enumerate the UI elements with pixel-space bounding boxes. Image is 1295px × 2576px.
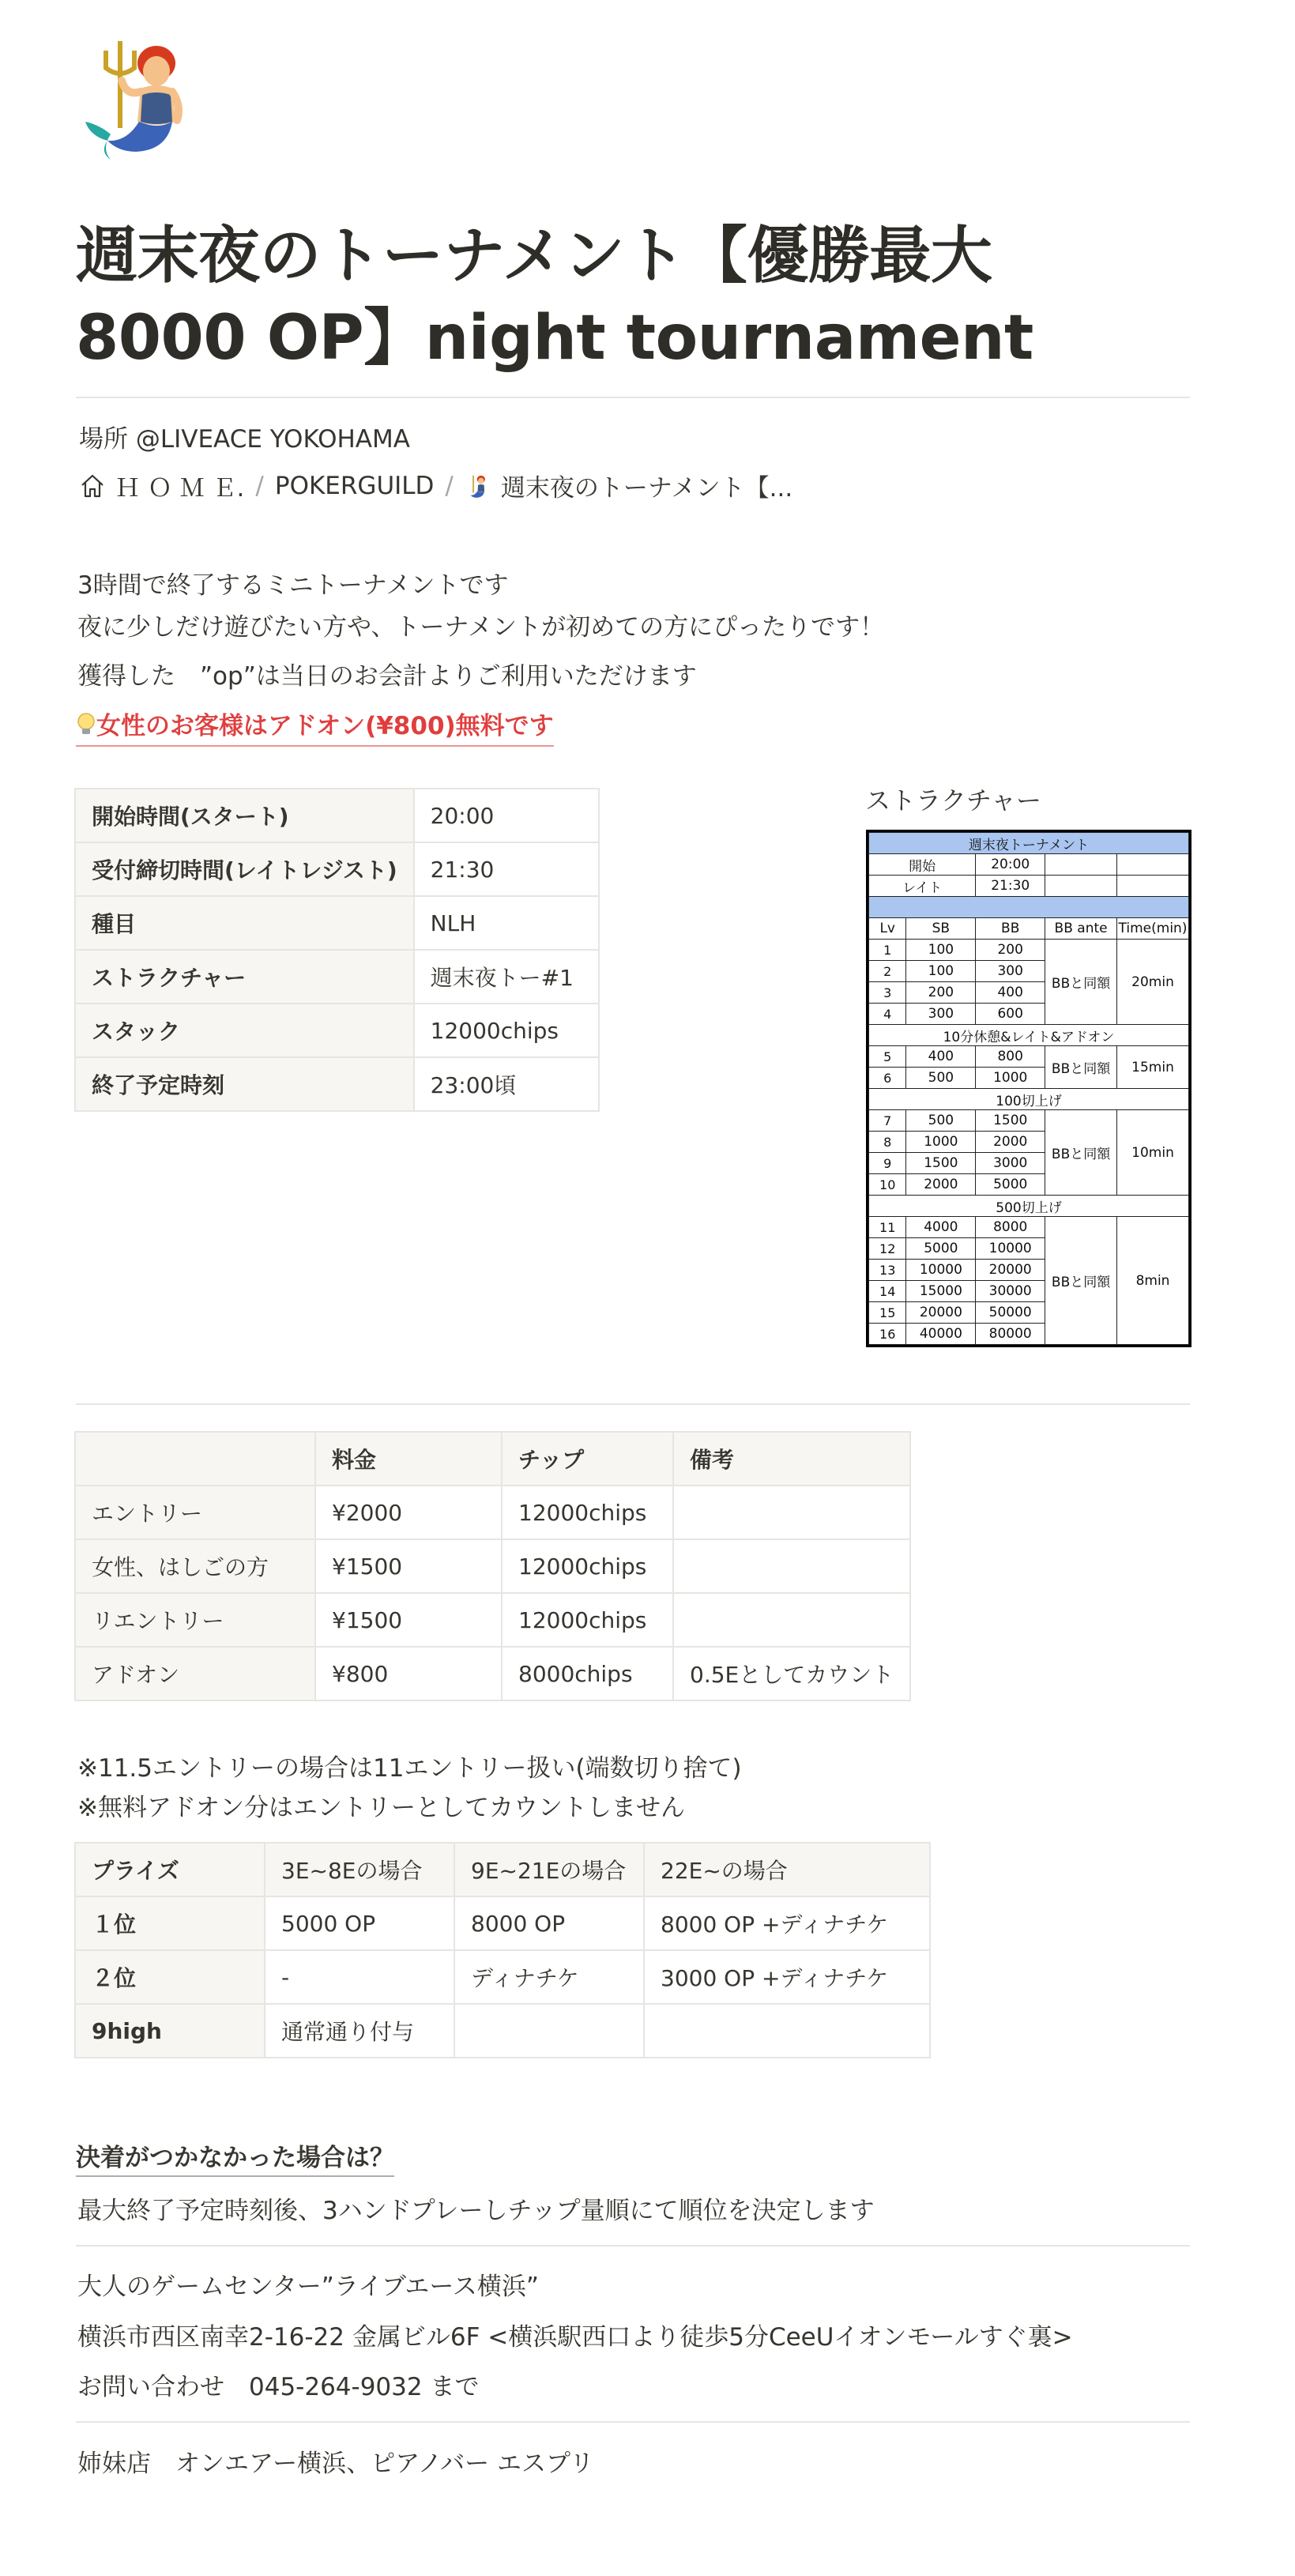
info-label: スタック [75, 1004, 414, 1057]
structure-level-cell: 400 [906, 1046, 976, 1068]
structure-spacer [869, 897, 1189, 918]
info-label: 受付締切時間(レイトレジスト) [75, 842, 414, 896]
fee-cell: 女性、はしごの方 [75, 1539, 315, 1593]
fee-row [75, 1647, 910, 1700]
breadcrumb-label: 週末夜のトーナメント【... [500, 474, 793, 503]
structure-level-cell: 8 [869, 1132, 906, 1153]
structure-blank [1117, 854, 1189, 876]
structure-late-row [869, 876, 1189, 897]
structure-late-label: レイト [869, 876, 976, 897]
info-value: 20:00 [414, 789, 599, 842]
structure-level-cell: 4000 [906, 1217, 976, 1238]
fee-header-row [75, 1432, 910, 1486]
info-value: 週末夜トー#1 [414, 950, 599, 1004]
structure-start-time: 20:00 [976, 854, 1045, 876]
fee-header-cell [75, 1432, 315, 1486]
structure-level-cell: 40000 [906, 1324, 976, 1345]
prize-cell: 5000 OP [265, 1896, 454, 1950]
venue-name: 大人のゲームセンター”ライブエース横浜” [77, 2273, 539, 2301]
fee-row [75, 1486, 910, 1539]
info-label: 終了予定時刻 [75, 1057, 414, 1111]
structure-break-note: 10分休憩&レイト&アドオン [869, 1025, 1189, 1046]
fee-cell: 0.5Eとしてカウント [673, 1647, 910, 1700]
structure-header-cell: Time(min) [1117, 918, 1189, 940]
structure-table [868, 832, 1189, 1345]
structure-time: 10min [1117, 1110, 1189, 1196]
structure-level-cell: 1 [869, 940, 906, 961]
structure-level-cell: 15000 [906, 1281, 976, 1302]
fee-header-cell: 料金 [315, 1432, 502, 1486]
structure-late-time: 21:30 [976, 876, 1045, 897]
breadcrumb [79, 468, 792, 503]
fee-cell [673, 1539, 910, 1593]
info-row [75, 1057, 599, 1111]
structure-level-cell: 80000 [976, 1324, 1045, 1345]
fee-header-cell: チップ [502, 1432, 673, 1486]
info-label: ストラクチャー [75, 950, 414, 1004]
contact-phone: お問い合わせ 045-264-9032 まで [77, 2373, 480, 2401]
breadcrumb-separator: / [255, 471, 264, 500]
fee-table [74, 1431, 911, 1701]
structure-level-cell: 15 [869, 1302, 906, 1324]
info-row [75, 789, 599, 842]
breadcrumb-pokerguild[interactable] [275, 472, 435, 500]
structure-ante: BBと同額 [1045, 1110, 1117, 1196]
location-property: 場所 @LIVEACE YOKOHAMA [79, 425, 410, 454]
structure-title: 週末夜トーナメント [869, 833, 1189, 854]
structure-level-cell: 20000 [976, 1260, 1045, 1281]
structure-caption: ストラクチャー [865, 785, 1042, 815]
breadcrumb-label: POKERGUILD [274, 471, 435, 500]
structure-level-cell: 1500 [976, 1110, 1045, 1132]
section-divider [76, 1403, 1190, 1405]
structure-level-cell: 30000 [976, 1281, 1045, 1302]
prize-header-cell: 3E~8Eの場合 [265, 1843, 454, 1896]
fee-header-cell: 備考 [673, 1432, 910, 1486]
prize-cell: ２位 [75, 1950, 265, 2004]
structure-time: 20min [1117, 940, 1189, 1025]
info-value: 21:30 [414, 842, 599, 896]
fee-cell: ¥1500 [315, 1539, 502, 1593]
breadcrumb-label: Ｈ Ｏ Ｍ Ｅ. [115, 474, 245, 503]
structure-ante: BBと同額 [1045, 1217, 1117, 1345]
structure-level-cell: 2000 [906, 1174, 976, 1196]
structure-level-cell: 13 [869, 1260, 906, 1281]
prize-cell: １位 [75, 1896, 265, 1950]
structure-level-row [869, 1046, 1189, 1068]
structure-ante: BBと同額 [1045, 1046, 1117, 1089]
structure-level-row [869, 1110, 1189, 1132]
prize-cell [454, 2004, 644, 2058]
structure-level-cell: 3 [869, 982, 906, 1004]
structure-level-cell: 20000 [906, 1302, 976, 1324]
venue-address: 横浜市西区南幸2-16-22 金属ビル6F <横浜駅西口より徒歩5分CeeUイオンモールすぐ裏> [77, 2323, 1073, 2352]
structure-level-row [869, 1217, 1189, 1238]
footer-divider [76, 2245, 1190, 2246]
structure-level-cell: 500 [906, 1068, 976, 1089]
tournament-info-table [74, 788, 600, 1112]
structure-header-cell: BB [976, 918, 1045, 940]
prize-row [75, 1950, 930, 2004]
breadcrumb-current-page[interactable] [465, 468, 792, 503]
structure-level-cell: 10000 [906, 1260, 976, 1281]
fee-cell: ¥800 [315, 1647, 502, 1700]
fee-cell: 8000chips [502, 1647, 673, 1700]
note-line-1: ※11.5エントリーの場合は11エントリー扱い(端数切り捨て) [77, 1754, 742, 1783]
structure-break-row [869, 1089, 1189, 1110]
structure-time: 15min [1117, 1046, 1189, 1089]
prize-header-row [75, 1843, 930, 1896]
structure-header-cell: SB [906, 918, 976, 940]
page-title: 週末夜のトーナメント【優勝最大 8000 OP】night tournament [76, 220, 1033, 374]
structure-level-cell: 200 [976, 940, 1045, 961]
structure-level-cell: 1000 [906, 1132, 976, 1153]
tiebreak-text: 最大終了予定時刻後、3ハンドプレーしチップ量順にて順位を決定します [77, 2197, 875, 2225]
structure-level-cell: 300 [976, 961, 1045, 982]
fee-cell [673, 1593, 910, 1647]
structure-level-cell: 200 [906, 982, 976, 1004]
structure-header-cell: BB ante [1045, 918, 1117, 940]
structure-break-note: 500切上げ [869, 1196, 1189, 1217]
structure-level-cell: 8000 [976, 1217, 1045, 1238]
fee-cell: 12000chips [502, 1593, 673, 1647]
structure-blank [1117, 876, 1189, 897]
structure-level-cell: 800 [976, 1046, 1045, 1068]
info-label: 開始時間(スタート) [75, 789, 414, 842]
tiebreak-heading: 決着がつかなかった場合は？ [76, 2137, 394, 2177]
structure-level-cell: 14 [869, 1281, 906, 1302]
structure-level-row [869, 940, 1189, 961]
intro-line-2: 夜に少しだけ遊びたい方や、トーナメントが初めての方にぴったりです！ [77, 613, 885, 642]
structure-level-cell: 5 [869, 1046, 906, 1068]
structure-level-cell: 10000 [976, 1238, 1045, 1260]
structure-level-cell: 300 [906, 1004, 976, 1025]
info-value: 12000chips [414, 1004, 599, 1057]
highlight-text: 女性のお客様はアドオン(¥800)無料です [96, 712, 554, 740]
structure-level-cell: 16 [869, 1324, 906, 1345]
prize-cell: 3000 OP +ディナチケ [644, 1950, 930, 2004]
sister-divider [76, 2421, 1190, 2423]
structure-level-cell: 10 [869, 1174, 906, 1196]
structure-spacer-row [869, 897, 1189, 918]
info-value: 23:00頃 [414, 1057, 599, 1111]
structure-start-row [869, 854, 1189, 876]
fee-cell: 12000chips [502, 1539, 673, 1593]
structure-level-cell: 600 [976, 1004, 1045, 1025]
prize-cell: - [265, 1950, 454, 2004]
structure-level-cell: 100 [906, 940, 976, 961]
home-icon [79, 473, 106, 499]
title-divider [76, 397, 1190, 398]
structure-level-cell: 100 [906, 961, 976, 982]
prize-cell: 通常通り付与 [265, 2004, 454, 2058]
structure-break-row [869, 1196, 1189, 1217]
structure-level-cell: 50000 [976, 1302, 1045, 1324]
structure-chart-image [866, 830, 1191, 1347]
prize-row [75, 1896, 930, 1950]
fee-cell [673, 1486, 910, 1539]
structure-level-cell: 400 [976, 982, 1045, 1004]
structure-break-note: 100切上げ [869, 1089, 1189, 1110]
structure-level-cell: 5000 [976, 1174, 1045, 1196]
info-row [75, 842, 599, 896]
structure-level-cell: 4 [869, 1004, 906, 1025]
fee-cell: アドオン [75, 1647, 315, 1700]
fee-cell: リエントリー [75, 1593, 315, 1647]
breadcrumb-home[interactable] [79, 468, 244, 503]
note-line-2: ※無料アドオン分はエントリーとしてカウントしません [77, 1794, 686, 1822]
info-value: NLH [414, 896, 599, 950]
structure-level-cell: 9 [869, 1153, 906, 1174]
prize-cell: 9high [75, 2004, 265, 2058]
merman-emoji-icon [465, 473, 491, 499]
intro-line-3: 獲得した ”op”は当日のお会計よりご利用いただけます [77, 662, 697, 691]
prize-header-cell: 22E~の場合 [644, 1843, 930, 1896]
structure-header-cell: Lv [869, 918, 906, 940]
structure-level-cell: 1500 [906, 1153, 976, 1174]
structure-level-cell: 500 [906, 1110, 976, 1132]
prize-table [74, 1842, 931, 2058]
structure-level-cell: 1000 [976, 1068, 1045, 1089]
prize-cell: ディナチケ [454, 1950, 644, 2004]
sister-stores: 姉妹店 オンエアー横浜、ピアノバー エスプリ [77, 2450, 594, 2478]
fee-row [75, 1593, 910, 1647]
structure-level-cell: 2000 [976, 1132, 1045, 1153]
info-label: 種目 [75, 896, 414, 950]
structure-title-row [869, 833, 1189, 854]
structure-header-row [869, 918, 1189, 940]
structure-level-cell: 11 [869, 1217, 906, 1238]
structure-time: 8min [1117, 1217, 1189, 1345]
structure-ante: BBと同額 [1045, 940, 1117, 1025]
fee-cell: ¥2000 [315, 1486, 502, 1539]
structure-start-label: 開始 [869, 854, 976, 876]
structure-level-cell: 12 [869, 1238, 906, 1260]
structure-level-cell: 2 [869, 961, 906, 982]
prize-row [75, 2004, 930, 2058]
structure-blank [1045, 876, 1117, 897]
women-addon-free-note [76, 706, 554, 747]
prize-cell: 8000 OP [454, 1896, 644, 1950]
structure-break-row [869, 1025, 1189, 1046]
fee-row [75, 1539, 910, 1593]
structure-blank [1045, 854, 1117, 876]
breadcrumb-separator: / [445, 471, 454, 500]
prize-header-cell: 9E~21Eの場合 [454, 1843, 644, 1896]
merman-emoji-icon[interactable] [79, 33, 205, 160]
prize-cell [644, 2004, 930, 2058]
fee-cell: エントリー [75, 1486, 315, 1539]
info-row [75, 950, 599, 1004]
structure-level-cell: 5000 [906, 1238, 976, 1260]
fee-cell: ¥1500 [315, 1593, 502, 1647]
prize-cell: 8000 OP +ディナチケ [644, 1896, 930, 1950]
intro-line-1: 3時間で終了するミニトーナメントです [77, 571, 509, 600]
structure-level-cell: 7 [869, 1110, 906, 1132]
info-row [75, 896, 599, 950]
info-row [75, 1004, 599, 1057]
lightbulb-icon [76, 712, 96, 744]
structure-level-cell: 3000 [976, 1153, 1045, 1174]
structure-level-cell: 6 [869, 1068, 906, 1089]
fee-cell: 12000chips [502, 1486, 673, 1539]
prize-header-cell: プライズ [75, 1843, 265, 1896]
